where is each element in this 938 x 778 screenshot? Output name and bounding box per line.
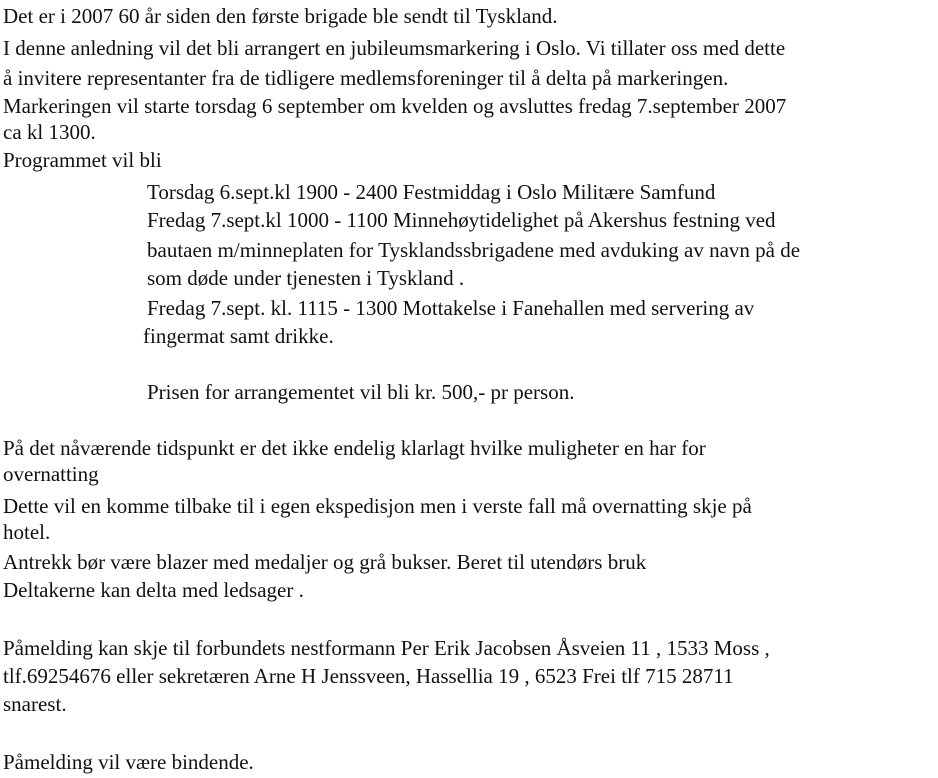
program-item-2-line-3: som døde under tjenesten i Tyskland .	[147, 266, 465, 290]
practical-line-5: Antrekk bør være blazer med medaljer og grå bukser. Beret til utendørs bruk	[3, 550, 647, 574]
registration-line-2: tlf.69254676 eller sekretæren Arne H Jenssveen, Hassellia 19 , 6523 Frei tlf 715 28711	[3, 664, 734, 688]
intro-line-6: Programmet vil bli	[3, 148, 162, 172]
practical-line-3: Dette vil en komme tilbake til i egen ekspedisjon men i verste fall må overnatting skje på	[3, 494, 752, 518]
intro-line-4: Markeringen vil starte torsdag 6 september om kvelden og avsluttes fredag 7.september 2007	[3, 94, 787, 118]
program-item-3-line-2: fingermat samt drikke.	[143, 324, 334, 348]
practical-line-1: På det nåværende tidspunkt er det ikke endelig klarlagt hvilke muligheter en har for	[3, 436, 706, 460]
closing-line: Påmelding vil være bindende.	[3, 750, 254, 774]
practical-line-2: overnatting	[3, 462, 99, 486]
program-item-3-line-1: Fredag 7.sept. kl. 1115 - 1300 Mottakelse i Fanehallen med servering av	[147, 296, 755, 320]
program-item-1: Torsdag 6.sept.kl 1900 - 2400 Festmiddag i Oslo Militære Samfund	[147, 180, 716, 204]
intro-line-3: å invitere representanter fra de tidligere medlemsforeninger til å delta på markeringen.	[3, 66, 729, 90]
practical-line-4: hotel.	[3, 520, 51, 544]
intro-line-2: I denne anledning vil det bli arrangert en jubileumsmarkering i Oslo. Vi tillater oss med dette	[3, 36, 786, 60]
intro-line-1: Det er i 2007 60 år siden den første brigade ble sendt til Tyskland.	[3, 4, 558, 28]
practical-line-6: Deltakerne kan delta med ledsager .	[3, 578, 304, 602]
registration-line-3: snarest.	[3, 692, 67, 716]
price-line: Prisen for arrangementet vil bli kr. 500,- pr person.	[147, 380, 575, 404]
intro-line-5: ca kl 1300.	[3, 120, 96, 144]
program-item-2-line-2: bautaen m/minneplaten for Tysklandssbrigadene med avduking av navn på de	[147, 238, 801, 262]
program-item-2-line-1: Fredag 7.sept.kl 1000 - 1100 Minnehøytidelighet på Akershus festning ved	[147, 208, 776, 232]
registration-line-1: Påmelding kan skje til forbundets nestformann Per Erik Jacobsen Åsveien 11 , 1533 Moss ,	[3, 636, 770, 660]
